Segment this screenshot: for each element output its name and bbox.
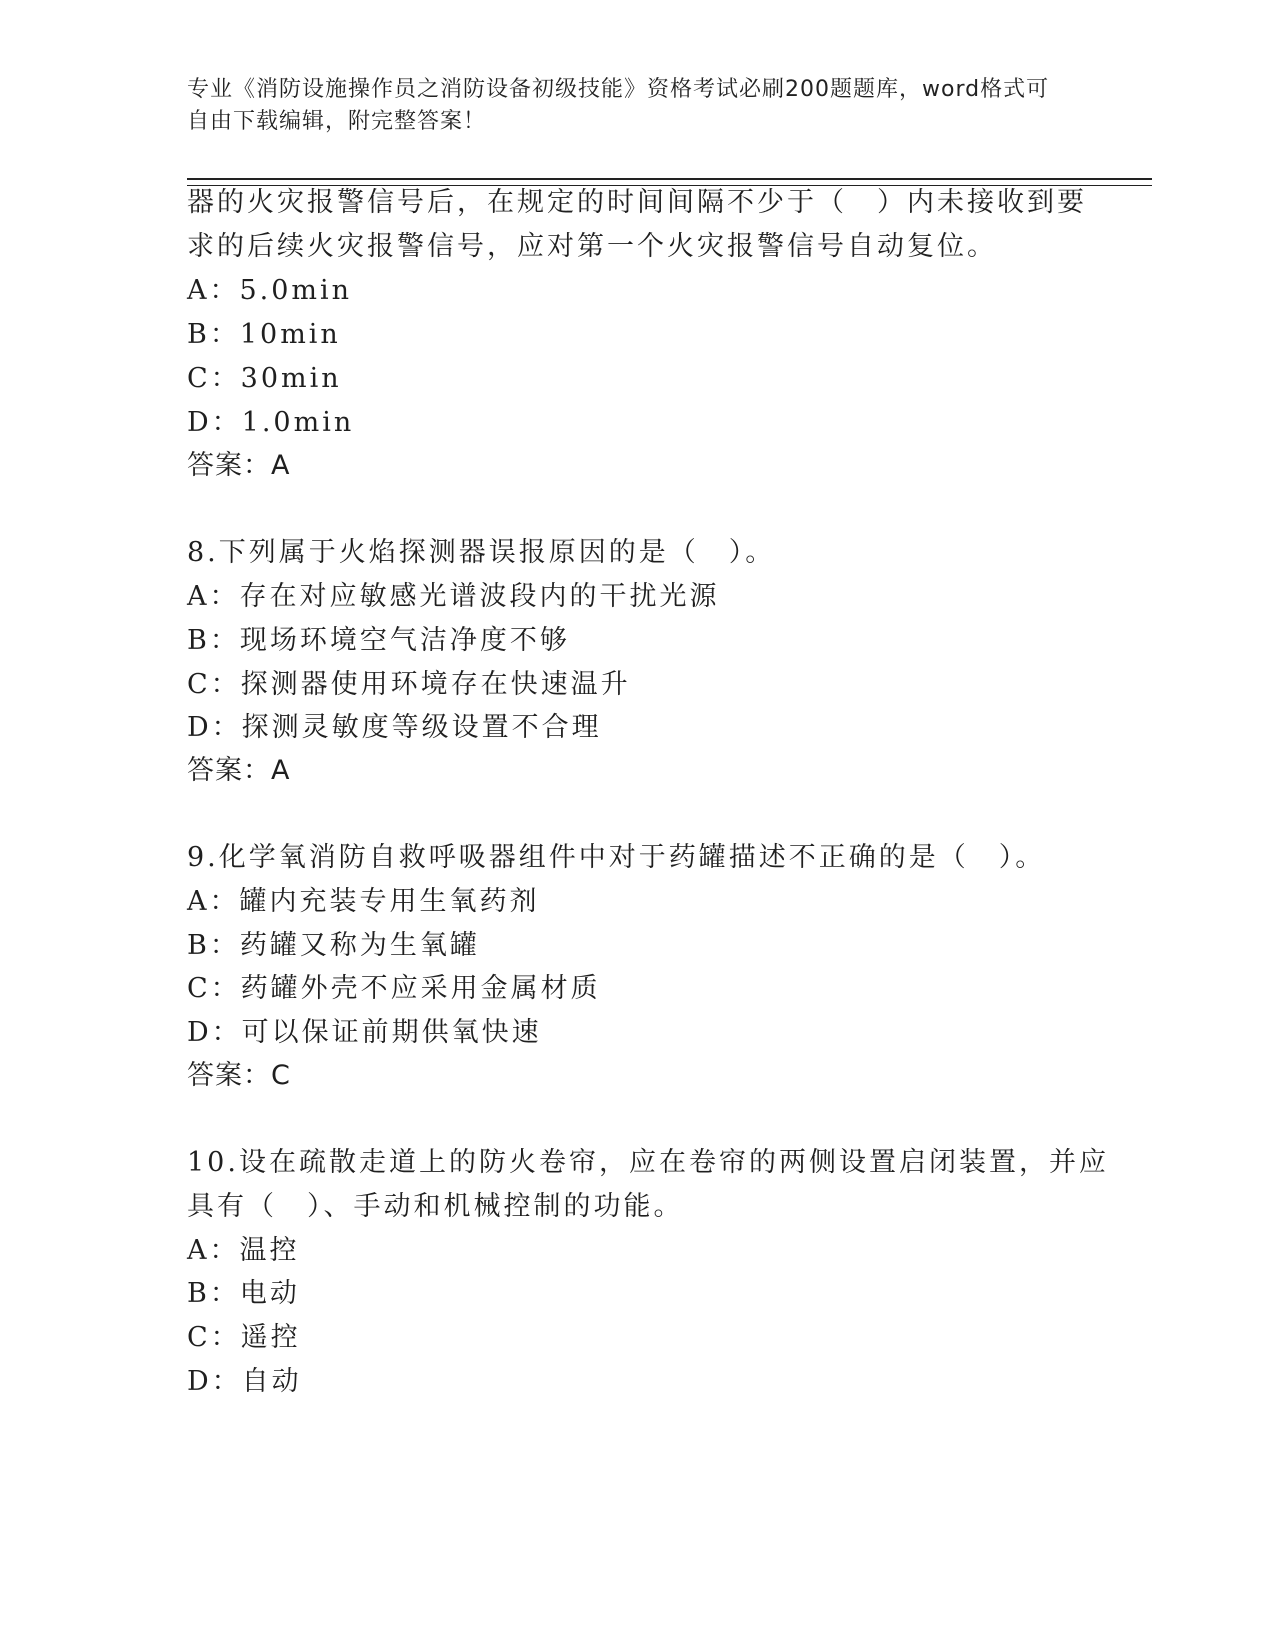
q8-option-a: A：存在对应敏感光谱波段内的干扰光源: [187, 581, 720, 612]
q7-stem-line-2: 求的后续火灾报警信号，应对第一个火灾报警信号自动复位。: [187, 231, 997, 262]
q8-option-b: B：现场环境空气洁净度不够: [187, 625, 570, 656]
q7-option-c: C：30min: [187, 363, 342, 394]
q9-option-d: D：可以保证前期供氧快速: [187, 1017, 542, 1048]
q8-option-d: D：探测灵敏度等级设置不合理: [187, 712, 602, 743]
q9-option-b: B：药罐又称为生氧罐: [187, 930, 480, 961]
q10-option-c: C：遥控: [187, 1322, 301, 1353]
q9-answer: 答案：C: [187, 1060, 291, 1091]
q7-stem-line-1: 器的火灾报警信号后，在规定的时间间隔不少于（ ）内未接收到要: [187, 187, 1087, 218]
q10-option-b: B：电动: [187, 1278, 300, 1309]
q8-stem: 8.下列属于火焰探测器误报原因的是（ ）。: [187, 537, 776, 568]
header-divider: [187, 178, 1152, 186]
q9-option-c: C：药罐外壳不应采用金属材质: [187, 973, 601, 1004]
q10-option-a: A：温控: [187, 1235, 300, 1266]
q7-answer: 答案：A: [187, 450, 291, 481]
q7-option-a: A：5.0min: [187, 275, 353, 306]
q8-option-c: C：探测器使用环境存在快速温升: [187, 669, 631, 700]
q9-stem: 9.化学氧消防自救呼吸器组件中对于药罐描述不正确的是（ ）。: [187, 842, 1046, 873]
q7-option-b: B：10min: [187, 319, 341, 350]
q10-stem-line-2: 具有（ ）、手动和机械控制的功能。: [187, 1191, 684, 1222]
q9-option-a: A：罐内充装专用生氧药剂: [187, 886, 540, 917]
q7-option-d: D：1.0min: [187, 407, 355, 438]
q10-stem-line-1: 10.设在疏散走道上的防火卷帘，应在卷帘的两侧设置启闭装置，并应: [187, 1147, 1109, 1178]
q8-answer: 答案：A: [187, 755, 291, 786]
q10-option-d: D：自动: [187, 1366, 302, 1397]
document-header: 专业《消防设施操作员之消防设备初级技能》资格考试必刷200题题库，word格式可自由下载编辑，附完整答案！: [187, 77, 1050, 134]
